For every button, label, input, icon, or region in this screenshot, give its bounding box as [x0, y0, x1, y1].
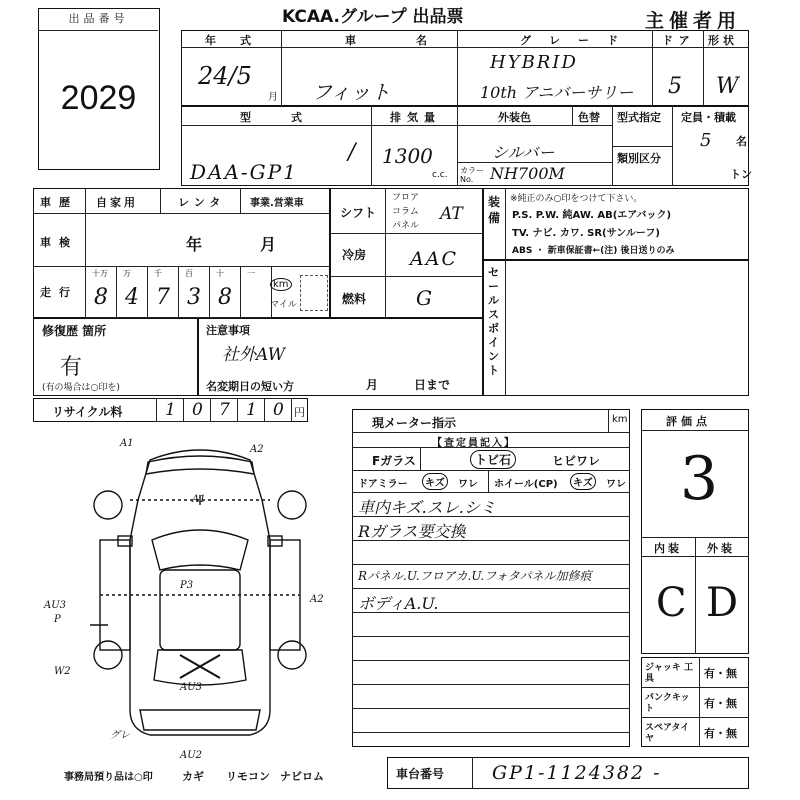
mark-w2: W2 [54, 666, 71, 677]
capacity-value: 5 [700, 130, 712, 151]
doors-label: ドア [662, 34, 696, 47]
organizer-label: 主催者用 [645, 10, 742, 32]
repair-label: 修復歴 箇所 [42, 324, 107, 338]
mileage-digit-value: 8 [94, 285, 108, 310]
exterior-value: D [706, 580, 739, 626]
wheel-front-left [94, 491, 122, 519]
recycle-digit-value: 0 [273, 400, 284, 420]
name-change-label: 名変期日の短い方 [206, 380, 294, 393]
grade-value-1: HYBRID [490, 52, 578, 73]
mile-label: マイル [270, 300, 297, 310]
mileage-digit-label: 千 [154, 269, 162, 278]
wheel-option-scratch: キズ [570, 473, 596, 490]
lot-number-box [38, 8, 160, 170]
model-label: 型式 [240, 111, 342, 124]
assessor-label: 【査定員記入】 [432, 438, 516, 449]
wheel-option-crack: ワレ [606, 479, 626, 490]
color-label: 外装色 [498, 111, 531, 124]
model-value: DAA-GP1 [190, 160, 298, 184]
windshield-outline [152, 530, 248, 570]
comment-rule-line [352, 732, 630, 733]
lot-number-label: 出品番号 [39, 9, 158, 31]
wheel-label: ホイール(CP) [494, 479, 558, 490]
equipment-label: 装備 [488, 195, 501, 225]
mileage-unit-box [300, 275, 328, 311]
glass-option-crack: ヒビワレ [552, 454, 601, 468]
recycle-unit: 円 [294, 406, 305, 419]
assessor-comment: Rパネル.U.フロアカ.U.フォタパネル加修痕 [358, 569, 592, 583]
car-damage-diagram [44, 438, 324, 761]
glass-label: Fガラス [372, 454, 416, 468]
notes-label: 注意事項 [206, 324, 250, 337]
interior-label: 内装 [654, 542, 682, 555]
assessor-comment: ボディA.U. [358, 594, 439, 613]
inspection-label: 車検 [40, 236, 78, 249]
doors-value: 5 [668, 74, 682, 99]
notes-value: 社外AW [222, 345, 286, 365]
tool-value: 有・無 [704, 727, 737, 740]
equipment-line-3: ABS ・ 新車保証書←(注) 後日送りのみ [512, 246, 675, 256]
displacement-unit: c.c. [432, 170, 448, 180]
wheel-rear-right [278, 641, 306, 669]
mark-gure: グレ [110, 730, 130, 741]
inspection-month-label: 月 [260, 235, 277, 254]
shape-value: W [716, 74, 739, 99]
mirror-option-scratch: キズ [422, 473, 448, 490]
load-unit: トン [730, 168, 752, 181]
lot-number: 2029 [60, 79, 137, 117]
mileage-digit-cell [116, 266, 148, 318]
mileage-digit-value: 3 [187, 285, 201, 310]
comment-rule-line [352, 708, 630, 709]
year-month-unit: 月 [268, 92, 278, 103]
recycle-digit-value: 1 [165, 400, 176, 420]
mark-au3-rear: AU3 [180, 682, 203, 693]
tool-label: パンクキット [645, 693, 690, 714]
tools-column-divider [699, 687, 700, 717]
comment-rule-line [352, 684, 630, 685]
tools-divider [641, 717, 749, 718]
history-option-private: 自家用 [96, 196, 138, 209]
meter-label: 現メーター指示 [372, 416, 457, 430]
front-bumper-outline [146, 456, 254, 474]
grade-label: 評価点 [666, 415, 711, 428]
repair-value: 有 [60, 355, 83, 380]
mileage-digit-label: 万 [123, 269, 131, 278]
meter-unit: km [612, 414, 628, 425]
recycle-digit-cell [210, 398, 238, 422]
mirror-label: ドアミラー [358, 479, 408, 490]
wheel-front-right [278, 491, 306, 519]
office-item-key: カギ [182, 770, 204, 783]
mileage-digit-cell [209, 266, 241, 318]
chassis-label: 車台番号 [396, 767, 445, 781]
mileage-digit-label: 十万 [92, 269, 108, 278]
assessor-comment: Rガラス要交換 [358, 522, 466, 541]
mark-a1-top: A1 [120, 438, 134, 449]
shift-label: シフト [340, 206, 377, 220]
mileage-digit-cell [147, 266, 179, 318]
sales-point-block [483, 260, 749, 396]
ac-value: AAC [410, 248, 458, 270]
recycle-digit-value: 1 [246, 400, 257, 420]
year-label: 年式 [205, 34, 275, 47]
shape-label: 形状 [708, 34, 738, 47]
office-note: 事務局預り品は○印 [64, 772, 153, 783]
category-label: 類別区分 [617, 152, 661, 165]
mileage-digit-label: 十 [216, 269, 224, 278]
type-spec-label: 型式指定 [617, 111, 661, 124]
grade-label: グレード [520, 34, 636, 47]
assessor-comment: 車内キズ.スレ.シミ [358, 498, 496, 517]
recycle-digit-value: 0 [192, 400, 203, 420]
comment-rule-line [352, 660, 630, 661]
comment-rule-line [352, 636, 630, 637]
tool-value: 有・無 [704, 667, 737, 680]
shift-option-panel: パネル [392, 221, 420, 231]
grade-value: 3 [680, 444, 719, 514]
mileage-digit-value: 7 [156, 285, 170, 310]
shift-option-floor: フロア [392, 193, 420, 203]
mark-a2-top: A2 [250, 444, 264, 455]
wheel-rear-left [94, 641, 122, 669]
mileage-digit-value: 4 [125, 285, 139, 310]
ac-label: 冷房 [342, 248, 367, 262]
km-label: km [270, 278, 292, 291]
equipment-line-2: TV. ナビ. カワ. SR(サンルーフ) [512, 228, 660, 239]
recycle-label: リサイクル料 [52, 405, 123, 419]
sales-point-label: セールスポイント [488, 266, 499, 377]
recycle-digit-cell [237, 398, 265, 422]
office-item-navi: ナビロム [280, 770, 324, 783]
recycle-digit-value: 7 [219, 400, 230, 420]
mark-a2-right: A2 [310, 594, 324, 605]
mark-au3-left: AU3 [44, 600, 67, 611]
color-value: シルバー [492, 143, 555, 162]
capacity-label: 定員・積載 [681, 111, 736, 124]
glass-option-chip: トビ石 [470, 450, 516, 469]
office-item-remote: リモコン [226, 770, 270, 783]
tools-column-divider [699, 717, 700, 747]
inspection-year-label: 年 [186, 235, 203, 254]
interior-value: C [656, 580, 687, 626]
equipment-line-1: P.S. P.W. 純AW. AB(エアバック) [512, 210, 672, 221]
recycle-digit-cell [183, 398, 211, 422]
color-change-label: 色替 [578, 111, 600, 124]
mark-au2: AU2 [180, 750, 203, 761]
repair-note: (有の場合は○印を) [42, 383, 120, 393]
recycle-digit-cell [156, 398, 184, 422]
mileage-digit-value: 8 [218, 285, 232, 310]
tool-label: スペアタイヤ [645, 723, 690, 744]
tool-value: 有・無 [704, 697, 737, 710]
year-value: 24/5 [198, 62, 252, 90]
mileage-digit-cell [85, 266, 117, 318]
car-name-label: 車名 [345, 34, 487, 47]
chassis-value: GP1-1124382 - [492, 762, 662, 784]
fuel-label: 燃料 [342, 292, 367, 306]
mileage-digit-cell [178, 266, 210, 318]
shift-option-column: コラム [392, 207, 419, 217]
mirror-option-crack: ワレ [458, 479, 478, 490]
model-slash: / [348, 140, 356, 165]
mileage-label: 走行 [40, 286, 78, 299]
capacity-unit: 名 [736, 135, 747, 148]
displacement-label: 排気量 [390, 111, 441, 124]
exterior-label: 外装 [707, 542, 735, 555]
fuel-value: G [416, 286, 432, 310]
name-change-month: 月 [366, 378, 379, 392]
equipment-note: ※純正のみ○印をつけて下さい。 [510, 194, 643, 204]
mileage-digit-cell [240, 266, 272, 318]
recycle-digit-cell [264, 398, 292, 422]
history-option-rental: レンタ [178, 196, 226, 209]
history-option-business: 事業.営業車 [250, 198, 304, 209]
mark-a1-hood: A1 [192, 494, 206, 505]
tools-divider [641, 687, 749, 688]
tools-column-divider [699, 657, 700, 687]
comment-rule-line [352, 564, 630, 565]
color-no-value: NH700M [490, 164, 565, 183]
history-label: 車歴 [40, 196, 78, 209]
roof-outline [160, 570, 240, 650]
color-no-label: カラーNo. [460, 166, 484, 184]
shift-value: AT [440, 204, 463, 224]
name-change-day: 日まで [414, 378, 451, 392]
rear-bumper-outline [140, 710, 260, 730]
mileage-digit-label: 百 [185, 269, 193, 278]
comment-rule-line [352, 588, 630, 589]
car-name-value: フィット [312, 80, 391, 104]
mark-p3: P3 [180, 580, 194, 591]
form-title: KCAA.グループ 出品票 [282, 7, 464, 27]
mileage-digit-label: 一 [247, 269, 255, 278]
mark-p-left: P [54, 614, 61, 625]
displacement-value: 1300 [382, 144, 433, 168]
grade-value-2: 10th アニバーサリー [480, 83, 634, 102]
tool-label: ジャッキ 工具 [645, 663, 693, 684]
